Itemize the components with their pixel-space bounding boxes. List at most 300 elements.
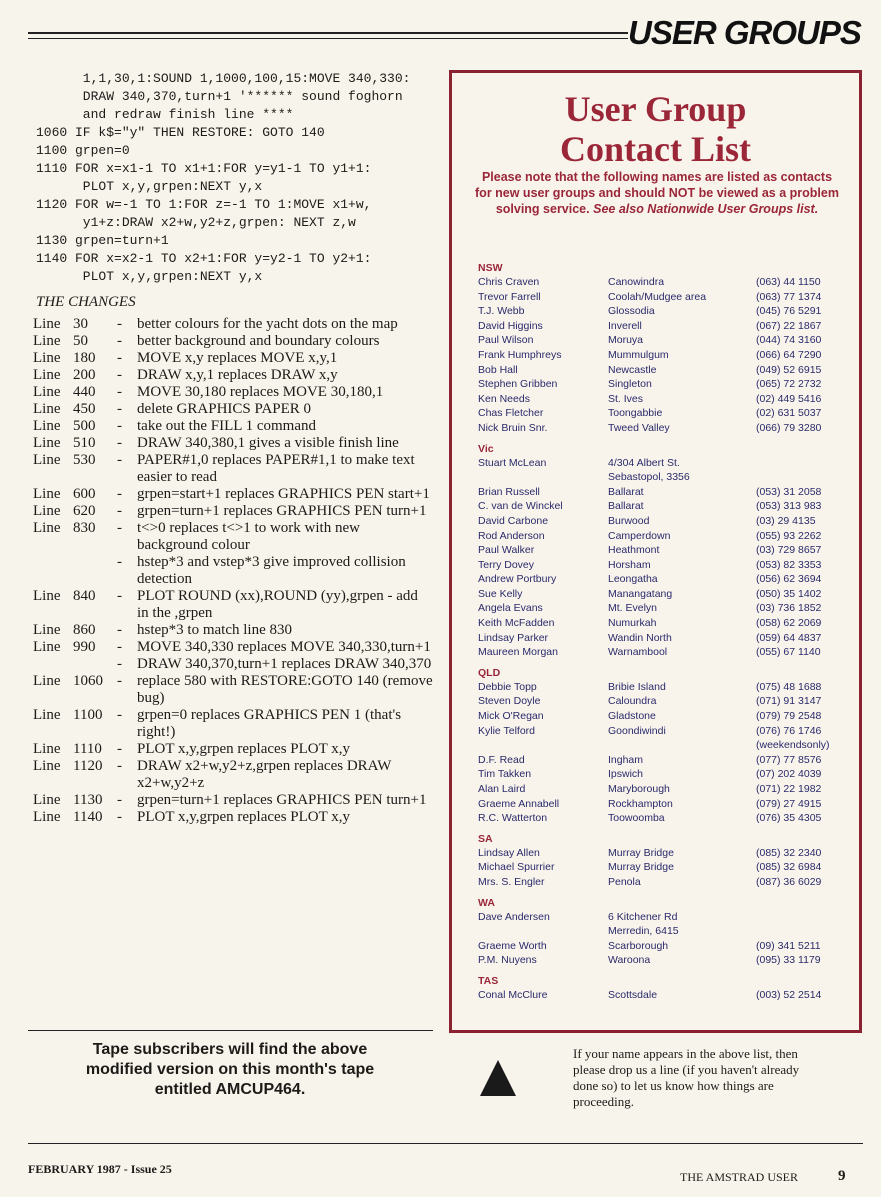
change-description: DRAW 340,370,turn+1 replaces DRAW 340,370 [137, 656, 432, 672]
change-line-number: 530 [73, 452, 96, 468]
contact-entry [478, 587, 858, 602]
contact-entry [478, 782, 858, 797]
contact-phone: (049) 52 6915 [756, 363, 822, 376]
contact-entry [478, 939, 858, 954]
change-dash: - [117, 554, 122, 570]
contact-location: Goondiwindi [608, 724, 666, 737]
change-description: DRAW x,y,1 replaces DRAW x,y [137, 367, 338, 383]
contact-phone: (077) 77 8576 [756, 753, 822, 766]
change-dash: - [117, 486, 122, 502]
contact-entry [478, 456, 858, 471]
contact-location: St. Ives [608, 392, 644, 405]
contact-location: Mummulgum [608, 348, 669, 361]
contact-entry [478, 406, 858, 421]
footer-magazine: THE AMSTRAD USER [680, 1170, 799, 1184]
contact-name: Michael Spurrier [478, 861, 555, 874]
contact-phone [756, 910, 846, 925]
code-line: 1120 FOR w=-1 TO 1:FOR z=-1 TO 1:MOVE x1+w, [36, 197, 372, 212]
change-row [33, 707, 433, 741]
change-description: grpen=turn+1 replaces GRAPHICS PEN turn+1 [137, 503, 427, 519]
contact-location: Rockhampton [608, 797, 673, 810]
contact-location: Inverell [608, 319, 642, 332]
change-line-label: Line [33, 316, 61, 332]
contact-phone: (weekendsonly) [756, 739, 830, 752]
contact-phone: (063) 77 1374 [756, 290, 822, 303]
contact-phone: (079) 79 2548 [756, 710, 822, 723]
code-line: PLOT x,y,grpen:NEXT y,x [36, 179, 263, 194]
contact-phone: (066) 64 7290 [756, 348, 822, 361]
state-heading: QLD [478, 666, 501, 679]
contact-name: Conal McClure [478, 988, 548, 1001]
contact-phone: (003) 52 2514 [756, 988, 822, 1001]
page-number: 9 [838, 1168, 846, 1184]
contact-location: Glossodia [608, 305, 655, 318]
change-description: grpen=turn+1 replaces GRAPHICS PEN turn+1 [137, 792, 427, 808]
contact-entry [478, 724, 858, 739]
change-line-label: Line [33, 350, 61, 366]
change-line-number: 440 [73, 384, 96, 400]
contact-entry [478, 558, 858, 573]
change-line-number: 860 [73, 622, 96, 638]
change-row [33, 367, 433, 384]
contact-entry [478, 499, 858, 514]
contact-phone: (058) 62 2069 [756, 617, 822, 630]
change-line-number: 30 [73, 316, 88, 332]
change-line-label: Line [33, 418, 61, 434]
change-line-label: Line [33, 758, 61, 774]
contact-name: Maureen Morgan [478, 646, 558, 659]
change-row [33, 809, 433, 826]
contact-location: Toowoomba [608, 812, 665, 825]
contact-entry [478, 953, 858, 968]
contact-entry [478, 319, 858, 334]
contact-location: Caloundra [608, 695, 657, 708]
contact-name: Mick O'Regan [478, 710, 544, 723]
contact-phone: (063) 44 1150 [756, 276, 821, 288]
change-description: MOVE x,y replaces MOVE x,y,1 [137, 350, 338, 366]
change-dash: - [117, 367, 122, 383]
contact-location: Heathmont [608, 544, 660, 557]
code-line: 1060 IF k$="y" THEN RESTORE: GOTO 140 [36, 125, 325, 140]
state-heading: NSW [478, 262, 503, 274]
contact-name: T.J. Webb [478, 305, 525, 318]
contact-entry [478, 988, 858, 1003]
change-row [33, 588, 433, 622]
change-dash: - [117, 435, 122, 451]
contact-entry [478, 924, 858, 939]
change-line-number: 200 [73, 367, 96, 383]
change-description: MOVE 30,180 replaces MOVE 30,180,1 [137, 384, 384, 400]
change-dash: - [117, 350, 122, 366]
contact-entry [478, 680, 858, 695]
change-row [33, 486, 433, 503]
contact-phone [756, 456, 846, 471]
change-line-number: 1110 [73, 741, 102, 757]
change-line-label: Line [33, 741, 61, 757]
contact-entry [478, 363, 858, 378]
contact-name: Lindsay Allen [478, 846, 540, 859]
change-line-number: 840 [73, 588, 96, 604]
drop-line-note: If your name appears in the above list, then please drop us a line (if you haven't already done so) to let us know how things are proceeding. [573, 1046, 800, 1109]
change-description: grpen=start+1 replaces GRAPHICS PEN start+1 [137, 486, 430, 502]
contact-phone: (076) 35 4305 [756, 812, 822, 825]
contact-phone: (03) 729 8657 [756, 544, 822, 557]
contact-name: Chas Fletcher [478, 407, 544, 420]
change-line-label: Line [33, 809, 61, 825]
code-line: and redraw finish line **** [36, 107, 294, 122]
change-line-label: Line [33, 707, 61, 723]
change-line-number: 990 [73, 639, 96, 655]
contact-name: Mrs. S. Engler [478, 875, 545, 888]
change-dash: - [117, 741, 122, 757]
contact-list-panel [449, 70, 862, 1033]
change-dash: - [117, 792, 122, 808]
contact-entry [478, 767, 858, 782]
contact-entry [478, 694, 858, 709]
contact-phone: (055) 67 1140 [756, 646, 821, 659]
contact-location: Ingham [608, 753, 644, 766]
contact-phone: (045) 76 5291 [756, 305, 822, 318]
contact-entry [478, 290, 858, 305]
contact-location: Scarborough [608, 939, 669, 952]
contact-entry [478, 470, 858, 485]
header-rule-thin [28, 38, 628, 39]
contact-entry [478, 875, 858, 890]
change-line-label: Line [33, 520, 61, 536]
change-description: grpen=0 replaces GRAPHICS PEN 1 (that's right!) [137, 707, 402, 740]
contact-entry [478, 645, 858, 660]
contact-phone: (087) 36 6029 [756, 875, 822, 888]
contact-name: Alan Laird [478, 783, 526, 795]
contact-name: Sue Kelly [478, 587, 523, 600]
contact-location: Warnambool [608, 646, 668, 659]
note-text: Please note that the following names are listed as contacts for new user groups and should NOT be viewed as a problem solving service. [475, 170, 839, 216]
change-description: hstep*3 and vstep*3 give improved collision detection [137, 554, 406, 587]
contact-location: Sebastopol, 3356 [608, 471, 690, 484]
change-line-label: Line [33, 401, 61, 417]
tape-note-line: entitled AMCUP464. [154, 1081, 306, 1098]
contact-name: Ken Needs [478, 392, 530, 405]
state-heading: SA [478, 832, 493, 845]
code-line: DRAW 340,370,turn+1 '****** sound foghorn [36, 89, 403, 104]
contact-name [478, 924, 608, 939]
contact-entry [478, 738, 858, 753]
contact-phone: (02) 449 5416 [756, 392, 822, 405]
contact-entry [478, 811, 858, 826]
changes-heading: THE CHANGES [36, 294, 136, 310]
contact-entry [478, 377, 858, 392]
contact-list-note [472, 169, 842, 217]
change-row [33, 503, 433, 520]
contact-name: Angela Evans [478, 602, 543, 615]
change-line-label: Line [33, 622, 61, 638]
change-line-number [73, 554, 117, 588]
code-line: 1130 grpen=turn+1 [36, 233, 169, 248]
change-dash: - [117, 639, 122, 655]
contact-name: Nick Bruin Snr. [478, 421, 548, 434]
change-row [33, 452, 433, 486]
contact-entry [478, 753, 858, 768]
change-line-label [33, 554, 73, 588]
contact-entry [478, 797, 858, 812]
contact-phone: (053) 313 983 [756, 500, 822, 513]
code-line: 1110 FOR x=x1-1 TO x1+1:FOR y=y1-1 TO y1+1: [36, 161, 372, 176]
change-line-number: 180 [73, 350, 96, 366]
contact-location: Coolah/Mudgee area [608, 290, 707, 303]
change-row [33, 741, 433, 758]
footer-rule [28, 1143, 863, 1144]
contact-location: Toongabbie [608, 407, 663, 420]
state-heading: Vic [478, 442, 494, 455]
contact-name: Graeme Annabell [478, 797, 560, 810]
change-row [33, 435, 433, 452]
change-line-number: 620 [73, 503, 96, 519]
contact-location: Ipswich [608, 768, 644, 781]
change-row [33, 418, 433, 435]
change-line-label: Line [33, 639, 61, 655]
tape-subscribers-note [40, 1040, 420, 1100]
contact-entry [478, 514, 858, 529]
contact-phone: (085) 32 2340 [756, 846, 822, 859]
contact-phone: (079) 27 4915 [756, 797, 822, 810]
change-row [33, 520, 433, 554]
contact-phone: (053) 31 2058 [756, 485, 822, 498]
contact-entry [478, 910, 858, 925]
change-dash: - [117, 520, 122, 536]
contact-phone: (066) 79 3280 [756, 421, 822, 434]
change-description: PLOT ROUND (xx),ROUND (yy),grpen - add in the ,grpen [137, 588, 418, 621]
contact-name: Bob Hall [478, 363, 518, 376]
contact-entry [478, 631, 858, 646]
contact-entry [478, 529, 858, 544]
change-line-label: Line [33, 452, 61, 468]
contact-location: Waroona [608, 954, 651, 967]
contact-location: Camperdown [608, 529, 671, 542]
change-line-label: Line [33, 588, 61, 604]
contact-entry [478, 846, 858, 861]
contact-name: Graeme Worth [478, 939, 547, 952]
contact-name: Debbie Topp [478, 680, 537, 693]
contact-location: 4/304 Albert St. [608, 456, 680, 469]
title-line: Contact List [560, 129, 751, 169]
contact-phone: (055) 93 2262 [756, 529, 822, 542]
change-row [33, 622, 433, 639]
contact-phone: (056) 62 3694 [756, 573, 822, 586]
left-column-rule [28, 1030, 433, 1031]
contact-location: Wandin North [608, 631, 672, 644]
code-line: 1,1,30,1:SOUND 1,1000,100,15:MOVE 340,330: [36, 71, 411, 86]
code-line: 1140 FOR x=x2-1 TO x2+1:FOR y=y2-1 TO y2+1: [36, 251, 372, 266]
contact-location: Ballarat [608, 500, 644, 513]
contact-location: Newcastle [608, 363, 657, 376]
contact-location: 6 Kitchener Rd [608, 910, 678, 923]
change-line-number: 510 [73, 435, 96, 451]
state-heading: TAS [478, 974, 499, 987]
contact-list-title [452, 89, 859, 169]
change-dash: - [117, 673, 122, 689]
change-line-number: 1060 [73, 673, 103, 689]
change-dash: - [117, 384, 122, 400]
contact-phone: (02) 631 5037 [756, 407, 822, 420]
contact-phone [756, 924, 846, 939]
contact-phone: (03) 29 4135 [756, 514, 816, 527]
contact-name: Frank Humphreys [478, 348, 562, 361]
change-line-number: 1120 [73, 758, 103, 774]
contact-name: Lindsay Parker [478, 631, 549, 644]
change-row [33, 384, 433, 401]
contact-phone: (053) 82 3353 [756, 558, 822, 571]
change-dash: - [117, 333, 122, 349]
contact-name [478, 470, 608, 485]
change-line-label: Line [33, 792, 61, 808]
contact-name: Dave Andersen [478, 910, 550, 923]
contact-phone: (095) 33 1179 [756, 954, 821, 967]
change-line-number: 50 [73, 333, 88, 349]
change-row [33, 350, 433, 367]
contact-location: Canowindra [608, 276, 665, 288]
contact-name: Stuart McLean [478, 456, 547, 469]
change-description: better background and boundary colours [137, 333, 380, 349]
change-dash: - [117, 622, 122, 638]
contact-name: Brian Russell [478, 485, 540, 498]
change-row [33, 316, 433, 333]
contact-name: P.M. Nuyens [478, 954, 537, 967]
contact-name: David Higgins [478, 319, 543, 332]
state-heading: WA [478, 896, 495, 909]
change-row [33, 333, 433, 350]
change-row [33, 673, 433, 707]
code-line: y1+z:DRAW x2+w,y2+z,grpen: NEXT z,w [36, 215, 356, 230]
contact-location: Horsham [608, 558, 651, 571]
contact-phone: (044) 74 3160 [756, 334, 822, 347]
code-listing [36, 70, 446, 286]
change-dash: - [117, 316, 122, 332]
contact-location: Bribie Island [608, 680, 666, 693]
header-rule [28, 32, 628, 34]
contact-entry [478, 601, 858, 616]
change-dash: - [117, 707, 122, 723]
contact-location: Penola [608, 875, 641, 888]
contact-location: Mt. Evelyn [608, 602, 658, 615]
change-description: DRAW x2+w,y2+z,grpen replaces DRAW x2+w,y2+z [137, 758, 392, 791]
change-line-label: Line [33, 384, 61, 400]
change-row [33, 792, 433, 809]
contact-phone: (07) 202 4039 [756, 768, 822, 781]
contact-name: D.F. Read [478, 753, 525, 766]
change-dash: - [117, 503, 122, 519]
title-line: User Group [564, 89, 747, 129]
change-line-number: 830 [73, 520, 96, 536]
code-line: PLOT x,y,grpen:NEXT y,x [36, 269, 263, 284]
change-description: take out the FILL 1 command [137, 418, 316, 434]
change-line-number: 1100 [73, 707, 103, 723]
contact-name: Terry Dovey [478, 558, 535, 571]
change-line-label [33, 656, 73, 673]
contact-name: Andrew Portbury [478, 573, 557, 586]
section-title: USER GROUPS [628, 14, 861, 51]
change-line-number: 1130 [73, 792, 103, 808]
change-line-label: Line [33, 435, 61, 451]
change-line-number: 500 [73, 418, 96, 434]
contact-name: David Carbone [478, 514, 549, 527]
contact-phone: (071) 22 1982 [756, 783, 822, 795]
contact-entry [478, 421, 858, 436]
contact-name: Paul Wilson [478, 334, 534, 347]
contact-location: Moruya [608, 334, 644, 347]
contact-entries [478, 255, 858, 1003]
contact-phone: (085) 32 6984 [756, 861, 822, 874]
change-dash: - [117, 588, 122, 604]
contact-phone: (065) 72 2732 [756, 378, 822, 391]
see-also-text: See also Nationwide User Groups list. [593, 202, 819, 216]
change-row [33, 554, 433, 588]
contact-phone: (067) 22 1867 [756, 319, 822, 332]
contact-phone: (075) 48 1688 [756, 680, 822, 693]
contact-entry [478, 392, 858, 407]
change-description: hstep*3 to match line 830 [137, 622, 292, 638]
contact-name: Trevor Farrell [478, 290, 541, 303]
contact-entry [478, 304, 858, 319]
change-line-number [73, 656, 117, 673]
contact-location: Murray Bridge [608, 861, 674, 874]
change-line-number: 600 [73, 486, 96, 502]
contact-location: Tweed Valley [608, 421, 670, 434]
change-description: PLOT x,y,grpen replaces PLOT x,y [137, 741, 351, 757]
contact-location: Leongatha [608, 573, 658, 586]
change-line-label: Line [33, 486, 61, 502]
contact-name: Steven Doyle [478, 695, 541, 708]
contact-entry [478, 485, 858, 500]
contact-phone: (059) 64 4837 [756, 631, 822, 644]
footer-issue: FEBRUARY 1987 - Issue 25 [28, 1162, 172, 1176]
contact-entry [478, 348, 858, 363]
contact-phone: (09) 341 5211 [756, 939, 821, 952]
contact-location: Manangatang [608, 587, 673, 600]
contact-name: Kylie Telford [478, 724, 536, 737]
contact-entry [478, 860, 858, 875]
change-dash: - [117, 418, 122, 434]
tape-note-line: modified version on this month's tape [85, 1061, 375, 1078]
contact-phone: (076) 76 1746 [756, 724, 822, 737]
contact-name: Rod Anderson [478, 529, 545, 542]
contact-name: Stephen Gribben [478, 378, 558, 391]
change-line-number: 1140 [73, 809, 103, 825]
contact-phone [756, 470, 846, 485]
contact-name [478, 738, 608, 753]
contact-name: Keith McFadden [478, 617, 555, 630]
change-description: MOVE 340,330 replaces MOVE 340,330,turn+1 [137, 639, 431, 655]
contact-entry [478, 275, 858, 290]
triangle-icon [480, 1060, 516, 1096]
change-description: better colours for the yacht dots on the map [137, 316, 398, 332]
change-line-label: Line [33, 503, 61, 519]
contact-phone: (03) 736 1852 [756, 602, 822, 615]
change-line-number: 450 [73, 401, 96, 417]
contact-location: Merredin, 6415 [608, 925, 679, 938]
contact-name: Paul Walker [478, 544, 535, 557]
contact-location: Gladstone [608, 710, 656, 723]
change-description: DRAW 340,380,1 gives a visible finish line [137, 435, 399, 451]
contact-location [608, 738, 756, 753]
contact-location: Maryborough [608, 783, 670, 795]
change-description: delete GRAPHICS PAPER 0 [137, 401, 312, 417]
change-row [33, 656, 433, 673]
code-line: 1100 grpen=0 [36, 143, 130, 158]
change-description: replace 580 with RESTORE:GOTO 140 (remove bug) [137, 673, 433, 706]
tape-note-line: Tape subscribers will find the above [92, 1041, 368, 1058]
contact-location: Ballarat [608, 485, 644, 498]
contact-entry [478, 543, 858, 558]
